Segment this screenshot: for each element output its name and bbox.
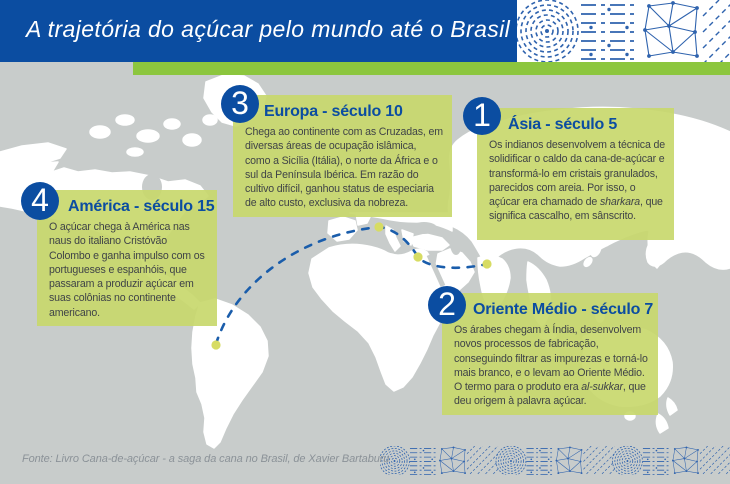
footer-pattern-band xyxy=(380,446,730,475)
callout-middle-east-body: Os árabes chegam à Índia, desenvolvem novos processos de fabricação, conseguindo filtrar as impurezas e torná-lo mais branco, e o levam ao Oriente Médio. O termo para o produto era al-sukkar, que deu origem à palavra açúcar. xyxy=(454,324,648,408)
waypoint-dot xyxy=(211,340,220,349)
step-4-badge xyxy=(21,182,59,220)
callout-asia-body: Os indianos desenvolvem a técnica de solidificar o caldo da cana-de-açúcar e transformá-lo em cristais granulados, parecidos com areia. Por isso, o açúcar era chamado de sharkara, que significa cascalho, em sânscrito. xyxy=(489,139,665,223)
callout-middle-east-title: Oriente Médio - século 7 xyxy=(473,301,654,318)
callout-america-body: O açúcar chega à América nas naus do italiano Cristóvão Colombo e ganha impulso com os portugueses e espanhóis, que passaram a produzir açúcar em suas colônias no continente americano. xyxy=(49,221,205,319)
callout-europe-body: Chega ao continente com as Cruzadas, em diversas áreas de ocupação islâmica, como a Sicília (Itália), o norte da África e o sul da Península Ibérica. Em razão do cultivo difícil, ganhou status de especiaria de alto custo, exclusiva da nobreza. xyxy=(245,126,443,210)
italy-shape xyxy=(386,226,400,251)
step-2-badge xyxy=(428,286,466,324)
callout-europe-title: Europa - século 10 xyxy=(264,103,403,120)
callout-asia-title: Ásia - século 5 xyxy=(508,116,618,133)
step-number: 3 xyxy=(231,85,249,121)
accent-stripe xyxy=(133,62,730,75)
step-1-badge xyxy=(463,97,501,135)
callout-europe xyxy=(231,85,452,217)
callout-asia xyxy=(473,97,674,240)
step-number: 2 xyxy=(438,286,456,322)
callout-america xyxy=(31,182,217,326)
step-number: 4 xyxy=(31,182,49,218)
header-pattern-band xyxy=(517,0,730,62)
callout-middle-east xyxy=(438,286,658,415)
new-zealand-shape xyxy=(656,398,677,433)
step-3-badge xyxy=(221,85,259,123)
waypoint-dot xyxy=(413,252,422,261)
waypoint-dot xyxy=(482,259,491,268)
waypoint-dot xyxy=(374,222,383,231)
page-title: A trajetória do açúcar pelo mundo até o Brasil xyxy=(26,16,511,42)
source-credit: Fonte: Livro Cana-de-açúcar - a saga da cana no Brasil, de Xavier Bartaburu xyxy=(22,453,390,465)
callout-america-title: América - século 15 xyxy=(68,198,215,215)
anatolia-shape xyxy=(410,234,449,250)
step-number: 1 xyxy=(473,97,491,133)
